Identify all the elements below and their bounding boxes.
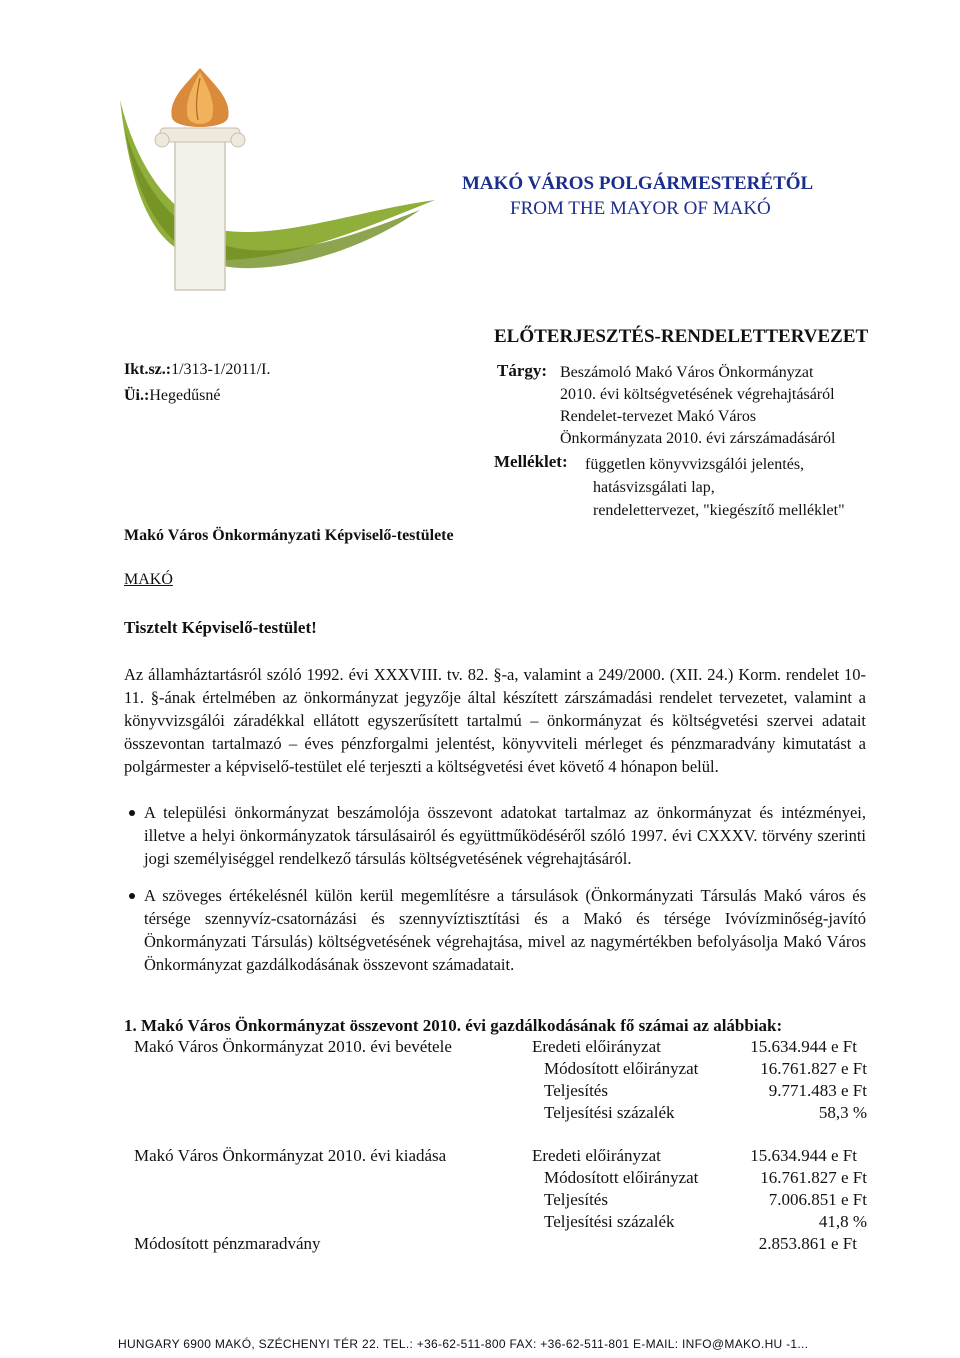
bullet-text: A települési önkormányzat beszámolója összevont adatokat tartalmaz az önkormányzat és intézményei, illetve a helyi önkormányzatok társulásairól és együttműködéséről szóló 1997. évi CXXXV. törvény szerinti jogi személyiséggel rendelkező társulás költségvetésének végrehajtásáról. [144, 803, 866, 868]
remainder-value: 2.853.861 e Ft [758, 1234, 857, 1253]
subject-line: 2010. évi költségvetésének végrehajtásáról [560, 386, 835, 403]
expense-row-value: 41,8 % [818, 1212, 867, 1231]
bullet-text: A szöveges értékelésnél külön kerül megemlítésre a társulások (Önkormányzati Társulás Makó város és térsége szennyvíz-csatornázási és szennyvíztisztítási és a Makó és térsége Ivóvízminőség-javító Önkormányzati Társulás) költségvetésének végrehajtása, mivel az nagymértékben befolyásolja Makó Város Önkormányzat gazdálkodásának összevont számadatait. [144, 886, 866, 974]
expense-label: Makó Város Önkormányzat 2010. évi kiadása [134, 1146, 447, 1165]
bullet-item [144, 801, 866, 870]
header-subtitle: FROM THE MAYOR OF MAKÓ [510, 198, 771, 219]
header-title: MAKÓ VÁROS POLGÁRMESTERÉTŐL [462, 173, 814, 194]
bullet-item [144, 884, 866, 976]
recipient: Makó Város Önkormányzati Képviselő-testülete [124, 527, 454, 544]
clerk [124, 387, 220, 405]
attachment-text [585, 453, 845, 522]
subject-label: Tárgy: [497, 361, 548, 380]
expense-row-name: Eredeti előirányzat [532, 1146, 661, 1165]
revenue-row-name: Módosított előirányzat [544, 1059, 699, 1078]
expense-row-name: Teljesítés [544, 1190, 608, 1209]
document-type: ELŐTERJESZTÉS-RENDELETTERVEZET [494, 326, 869, 347]
subject-line: Rendelet-tervezet Makó Város [560, 408, 757, 425]
revenue-row-name: Eredeti előirányzat [532, 1037, 661, 1056]
reference-number [124, 361, 271, 379]
subject-line: Beszámoló Makó Város Önkormányzat [560, 364, 814, 381]
revenue-row-value: 16.761.827 e Ft [760, 1059, 867, 1078]
expense-row-value: 16.761.827 e Ft [760, 1168, 867, 1187]
attachment-line: hatásvizsgálati lap, [593, 479, 715, 496]
bullet-dot-icon [129, 810, 135, 816]
expense-row-name: Teljesítési százalék [544, 1212, 675, 1231]
attachment-label: Melléklet: [494, 452, 568, 471]
expense-row-value: 7.006.851 e Ft [768, 1190, 867, 1209]
clerk-value: Hegedűsné [149, 387, 221, 404]
subject-line: Önkormányzata 2010. évi zárszámadásáról [560, 430, 836, 447]
attachment-line: rendelettervezet, "kiegészítő melléklet" [593, 502, 845, 519]
revenue-row-value: 9.771.483 e Ft [768, 1081, 867, 1100]
revenue-row-value: 58,3 % [818, 1103, 867, 1122]
revenue-row-name: Teljesítés [544, 1081, 608, 1100]
section-title: 1. Makó Város Önkormányzat összevont 2010. évi gazdálkodásának fő számai az alábbiak: [124, 1016, 783, 1035]
revenue-row-name: Teljesítési százalék [544, 1103, 675, 1122]
expense-row-name: Módosított előirányzat [544, 1168, 699, 1187]
mako-logo [100, 60, 440, 310]
remainder-label: Módosított pénzmaradvány [134, 1234, 321, 1253]
reference-label: Ikt.sz.: [124, 361, 172, 378]
footer-address: HUNGARY 6900 MAKÓ, SZÉCHENYI TÉR 22. TEL.: +36-62-511-800 FAX: +36-62-511-801 E-MAIL: INFO@MAKO.HU -1... [118, 1337, 809, 1351]
subject-text [560, 362, 835, 450]
clerk-label: Üi.: [124, 387, 150, 404]
attachment-line: független könyvvizsgálói jelentés, [585, 456, 805, 473]
revenue-row-value: 15.634.944 e Ft [750, 1037, 857, 1056]
intro-paragraph: Az államháztartásról szóló 1992. évi XXXVIII. tv. 82. §-a, valamint a 249/2000. (XII. 24.) Korm. rendelet 10-11. §-ának értelmében az önkormányzat jegyzője által készített zárszámadási rendelet tervezetet, valamint a könyvvizsgálói záradékkal ellátott egyszerűsített tartalmú – önkormányzat és költségvetési szervei adatait összevontan tartalmazó – éves pénzforgalmi jelentést, könyvviteli mérleget és pénzmaradvány kimutatást a polgármester a képviselő-testület elé terjeszti a költségvetési évet követő 4 hónapon belül. [124, 665, 866, 776]
expense-row-value: 15.634.944 e Ft [750, 1146, 857, 1165]
reference-value: 1/313-1/2011/I. [171, 361, 271, 378]
city: MAKÓ [124, 571, 173, 588]
revenue-label: Makó Város Önkormányzat 2010. évi bevétele [134, 1037, 452, 1056]
bullet-dot-icon [129, 893, 135, 899]
salutation: Tisztelt Képviselő-testület! [124, 618, 317, 637]
